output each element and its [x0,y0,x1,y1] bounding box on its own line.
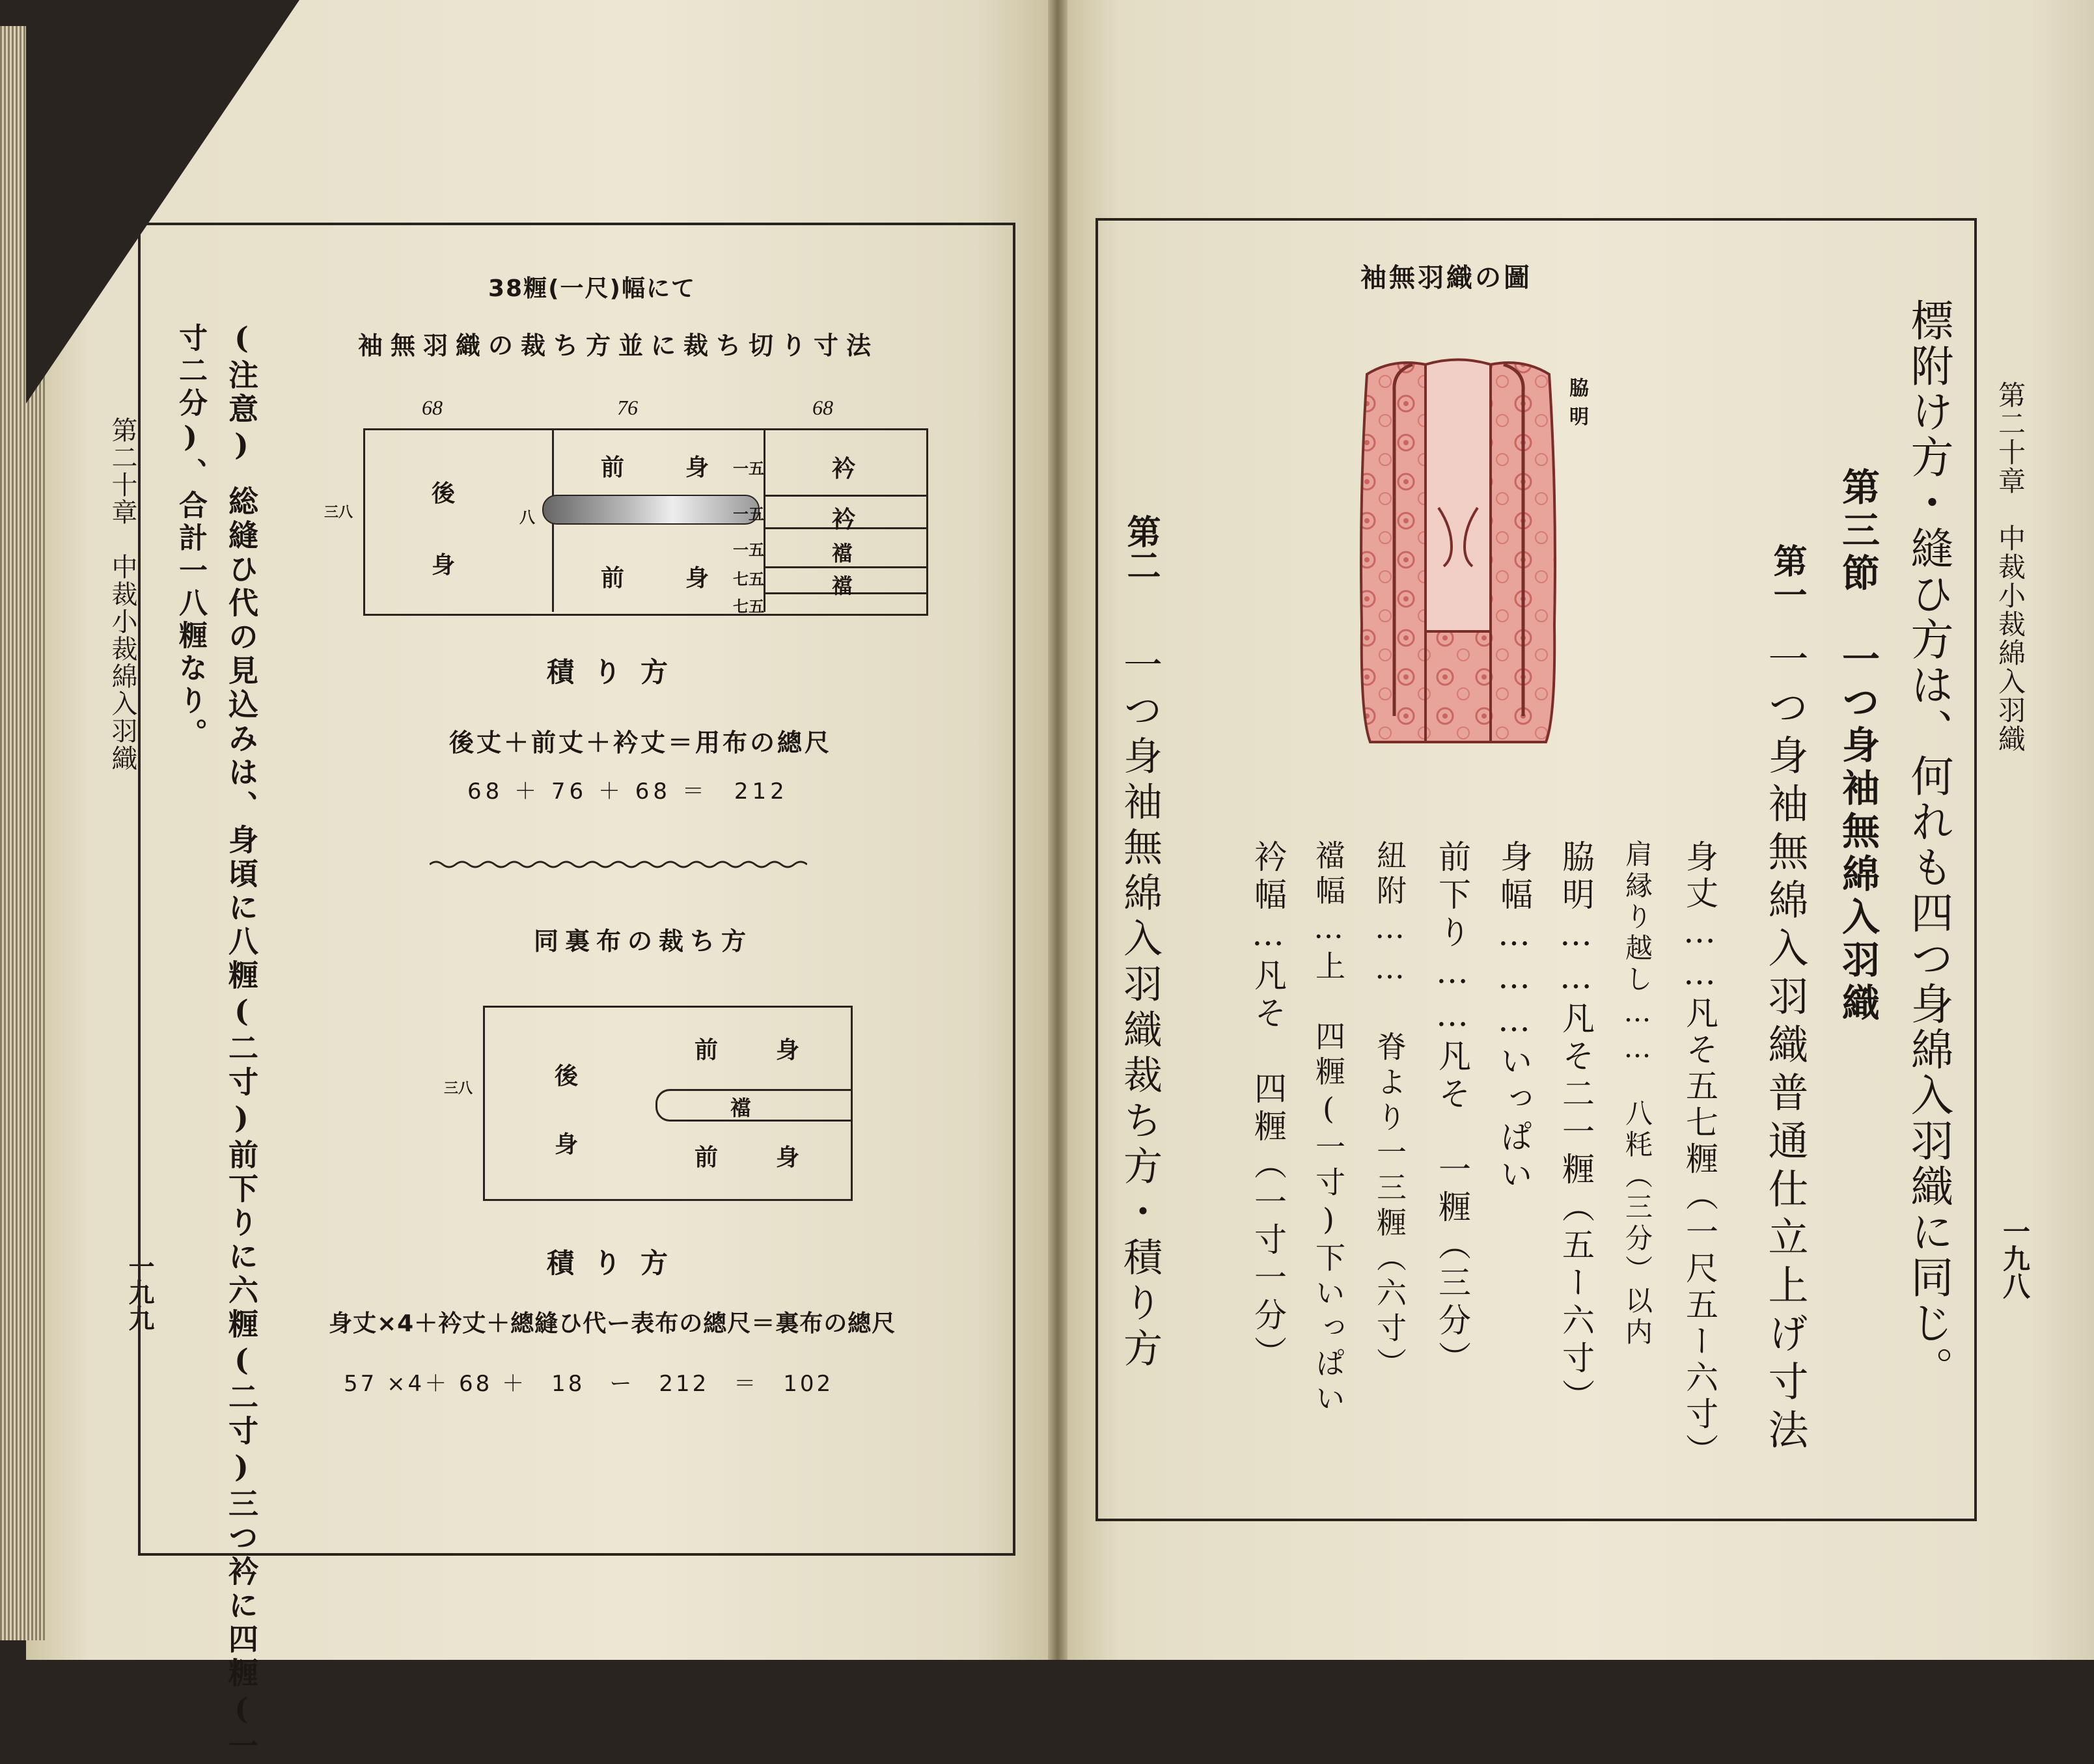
measure-front-drop: 前下り……凡そ 一糎（三分） [1433,840,1471,1379]
mark-15-c: 一五 [733,540,764,559]
calc2-title: 積り方 [547,1247,688,1279]
label-back: 後 [432,480,456,507]
calc2-formula: 身丈×4＋衿丈＋總縫ひ代ー表布の總尺＝裏布の總尺 [329,1310,896,1337]
mark-15-b: 一五 [733,504,764,523]
label-front-body: 身 [685,454,709,481]
lining-label-front: 前 [695,1036,719,1064]
vest-illustration [1354,351,1562,768]
measure-gusset-width: 襠幅…上 四糎(一寸)下いっぱい [1311,840,1346,1418]
lining-label-front-body-2: 身 [776,1144,800,1171]
dim-front-length: 76 [617,396,638,419]
measure-body-length: 身丈……凡そ五七糎（一尺五ー六寸） [1681,840,1718,1470]
lining-label-back: 後 [555,1062,579,1090]
inner-mark: 八 [519,508,535,527]
note-column-1: (注意)総縫ひ代の見込みは、身頃に八糎(二寸)前下りに六糎(二寸)三つ衿に四糎(一 [220,320,263,1764]
mark-75-a: 七五 [733,570,764,588]
note-column-2: 寸二分)、合計一八糎なり。 [174,323,207,751]
label-front: 前 [601,454,625,481]
gutter [1048,0,1068,1660]
left-running-head: 第二十章 中裁小裁綿入羽織 [107,417,137,772]
calc1-title: 積り方 [547,656,688,688]
lining-width-label: 三八 [444,1080,473,1097]
right-page-number: 一九八 [1999,1217,2031,1299]
first-text: 一つ身袖無綿入羽織普通仕立上げ寸法 [1761,638,1809,1457]
label-collar: 衿 [832,455,856,482]
label-front-body-2: 身 [685,564,709,592]
wavy-separator [430,858,807,871]
calc1-values: 68 ＋ 76 ＋ 68 ＝ 212 [467,779,788,805]
left-page-number: 一九九 [124,1253,155,1331]
mark-75-b: 七五 [733,597,764,616]
note-label: (注意) [224,320,259,466]
first-label: 第一 [1767,544,1806,611]
label-collar-2: 衿 [832,506,856,533]
mark-15-a: 一五 [733,459,764,478]
cut-title-1: 38糎(一尺)幅にて [488,275,696,302]
lining-title: 同裏布の裁ち方 [534,927,753,956]
measure-body-width: 身幅………いっぱい [1495,840,1533,1195]
measure-shoulder: 肩縁り越し…… 八粍（三分）以内 [1621,840,1653,1349]
second-text: 一つ身袖無綿入羽織裁ち方・積り方 [1117,644,1163,1373]
armhole-slit-mark [542,495,760,525]
cutting-diagram-outer [324,396,930,616]
lining-diagram [444,1006,853,1201]
label-front-2: 前 [601,564,625,592]
measurement-list [1198,840,1731,1491]
figure-side-label: 脇明 [1565,378,1588,435]
dim-collar-length: 68 [812,396,833,419]
right-running-head: 第二十章 中裁小裁綿入羽織 [1994,381,2026,753]
measure-collar-width: 衿幅…凡そ 四糎（一寸一分） [1249,840,1287,1373]
cut-title-2: 袖無羽織の裁ち方並に裁ち切り寸法 [358,331,879,360]
label-gusset-2: 襠 [832,573,853,598]
label-back-body: 身 [432,551,456,579]
lining-label-back-body: 身 [555,1131,579,1158]
calc1-formula: 後丈＋前丈＋衿丈＝用布の總尺 [449,728,833,757]
intro-text: 標附け方・縫ひ方は、何れも四つ身綿入羽織に同じ。 [1903,298,1953,1392]
lining-label-gusset: 襠 [730,1096,752,1120]
calc2-values: 57 ×4＋ 68 ＋ 18 ー 212 ＝ 102 [344,1371,834,1397]
lining-gusset-piece [655,1089,853,1122]
dim-back-length: 68 [422,396,443,419]
measure-side-opening: 脇明……凡そ二一糎（五ー六寸） [1557,840,1595,1416]
label-gusset: 襠 [832,541,853,566]
measure-tie-position: 紐附…… 脊より一三糎（六寸） [1372,840,1407,1383]
section-title: 第三節 一つ身袖無綿入羽織 [1836,467,1880,1026]
second-label: 第二 [1121,514,1160,582]
figure-caption: 袖無羽織の圖 [1360,263,1532,293]
lining-label-front-body: 身 [776,1036,800,1064]
lining-label-front-2: 前 [695,1144,719,1171]
divider-collar [764,495,926,497]
width-label: 三八 [324,504,353,521]
